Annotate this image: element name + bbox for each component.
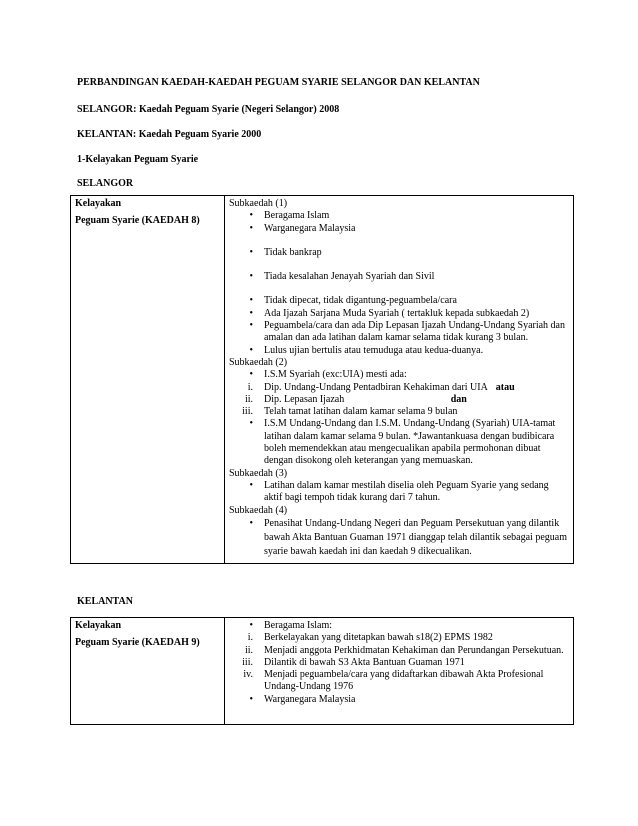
list-item: • Tiada kesalahan Jenayah Syariah dan Sivil xyxy=(249,271,435,283)
list-item: • Tidak bankrap xyxy=(249,246,322,258)
list-item: • Peguambela/cara dan ada Dip Lepasan Ijazah Undang-Undang Syariah dan amalan dan ada latihan dalam kamar selama tidak kurang 3 bulan. xyxy=(249,320,565,344)
kelantan-rules-heading: KELANTAN: Kaedah Peguam Syarie 2000 xyxy=(77,129,262,140)
left-cell xyxy=(71,196,225,564)
list-item: • Penasihat Undang-Undang Negeri dan Peguam Persekutuan yang dilantik bawah Akta Bantuan Guaman 1971 dianggap telah dilantik sebagai peguam syarie bawah kaedah ini dan kaedah 9 dikecualikan. xyxy=(249,517,567,557)
left-cell xyxy=(71,618,225,725)
list-item: • Beragama Islam xyxy=(249,210,330,222)
kelantan-table xyxy=(70,617,574,725)
list-item: • Beragama Islam: xyxy=(249,620,333,631)
selangor-table xyxy=(70,195,574,564)
list-item: • Latihan dalam kamar mestilah diselia oleh Peguam Syarie yang sedang aktif bagi tempoh tidak kurang dari 7 tahun. xyxy=(249,479,549,504)
list-item: iv. Menjadi peguambela/cara yang didaftarkan dibawah Akta Profesional Undang-Undang 1976 xyxy=(243,669,544,693)
left-rule: Peguam Syarie (KAEDAH 8) xyxy=(75,215,200,227)
section-heading: 1-Kelayakan Peguam Syarie xyxy=(77,154,199,165)
selangor-rules-heading: SELANGOR: Kaedah Peguam Syarie (Negeri Selangor) 2008 xyxy=(77,104,340,115)
list-item: i. Berkelayakan yang ditetapkan bawah s18(2) EPMS 1982 xyxy=(247,632,493,644)
list-item: ii. Menjadi anggota Perkhidmatan Kehakiman dan Perundangan Persekutuan. xyxy=(244,644,564,656)
list-item: • Ada Ijazah Sarjana Muda Syariah ( tertakluk kepada subkaedah 2) xyxy=(249,307,530,319)
left-label: Kelayakan xyxy=(75,620,122,631)
subkaedah-3-title: Subkaedah (3) xyxy=(229,467,288,479)
right-cell xyxy=(225,196,574,564)
kelantan-heading: KELANTAN xyxy=(77,596,133,607)
list-item: iii. Dilantik di bawah S3 Akta Bantuan Guaman 1971 xyxy=(242,656,465,668)
selangor-heading: SELANGOR xyxy=(77,178,134,189)
list-item: • Warganegara Malaysia xyxy=(249,222,356,234)
list-item: • I.S.M Syariah (exc:UIA) mesti ada: xyxy=(249,369,407,381)
list-item: ii. Dip. Lepasan Ijazah dan xyxy=(244,393,467,405)
table-row xyxy=(71,618,574,725)
subkaedah-1-title: Subkaedah (1) xyxy=(229,198,288,209)
list-item: • Lulus ujian bertulis atau temuduga atau kedua-duanya. xyxy=(249,344,484,356)
left-label: Kelayakan xyxy=(75,198,122,209)
list-item: • I.S.M Undang-Undang dan I.S.M. Undang-Undang (Syariah) UIA-tamat latihan dalam kamar selama 9 bulan. *Jawantankuasa dengan budibicara boleh memendekkan atau mengecualikan apabila permohonan dibuat dengan disokong oleh keterangan yang memuaskan. xyxy=(249,418,556,467)
list-item: • Warganegara Malaysia xyxy=(249,693,356,705)
subkaedah-2-title: Subkaedah (2) xyxy=(229,356,288,368)
left-rule: Peguam Syarie (KAEDAH 9) xyxy=(75,637,200,649)
table-row xyxy=(71,196,574,564)
subkaedah-4-title: Subkaedah (4) xyxy=(229,504,288,516)
document-title: PERBANDINGAN KAEDAH-KAEDAH PEGUAM SYARIE SELANGOR DAN KELANTAN xyxy=(77,77,480,88)
list-item: • Tidak dipecat, tidak digantung-peguambela/cara xyxy=(249,295,457,307)
right-cell xyxy=(225,618,574,725)
list-item: iii. Telah tamat latihan dalam kamar selama 9 bulan xyxy=(242,406,458,418)
list-item: i. Dip. Undang-Undang Pentadbiran Kehakiman dari UIA atau xyxy=(247,381,515,393)
